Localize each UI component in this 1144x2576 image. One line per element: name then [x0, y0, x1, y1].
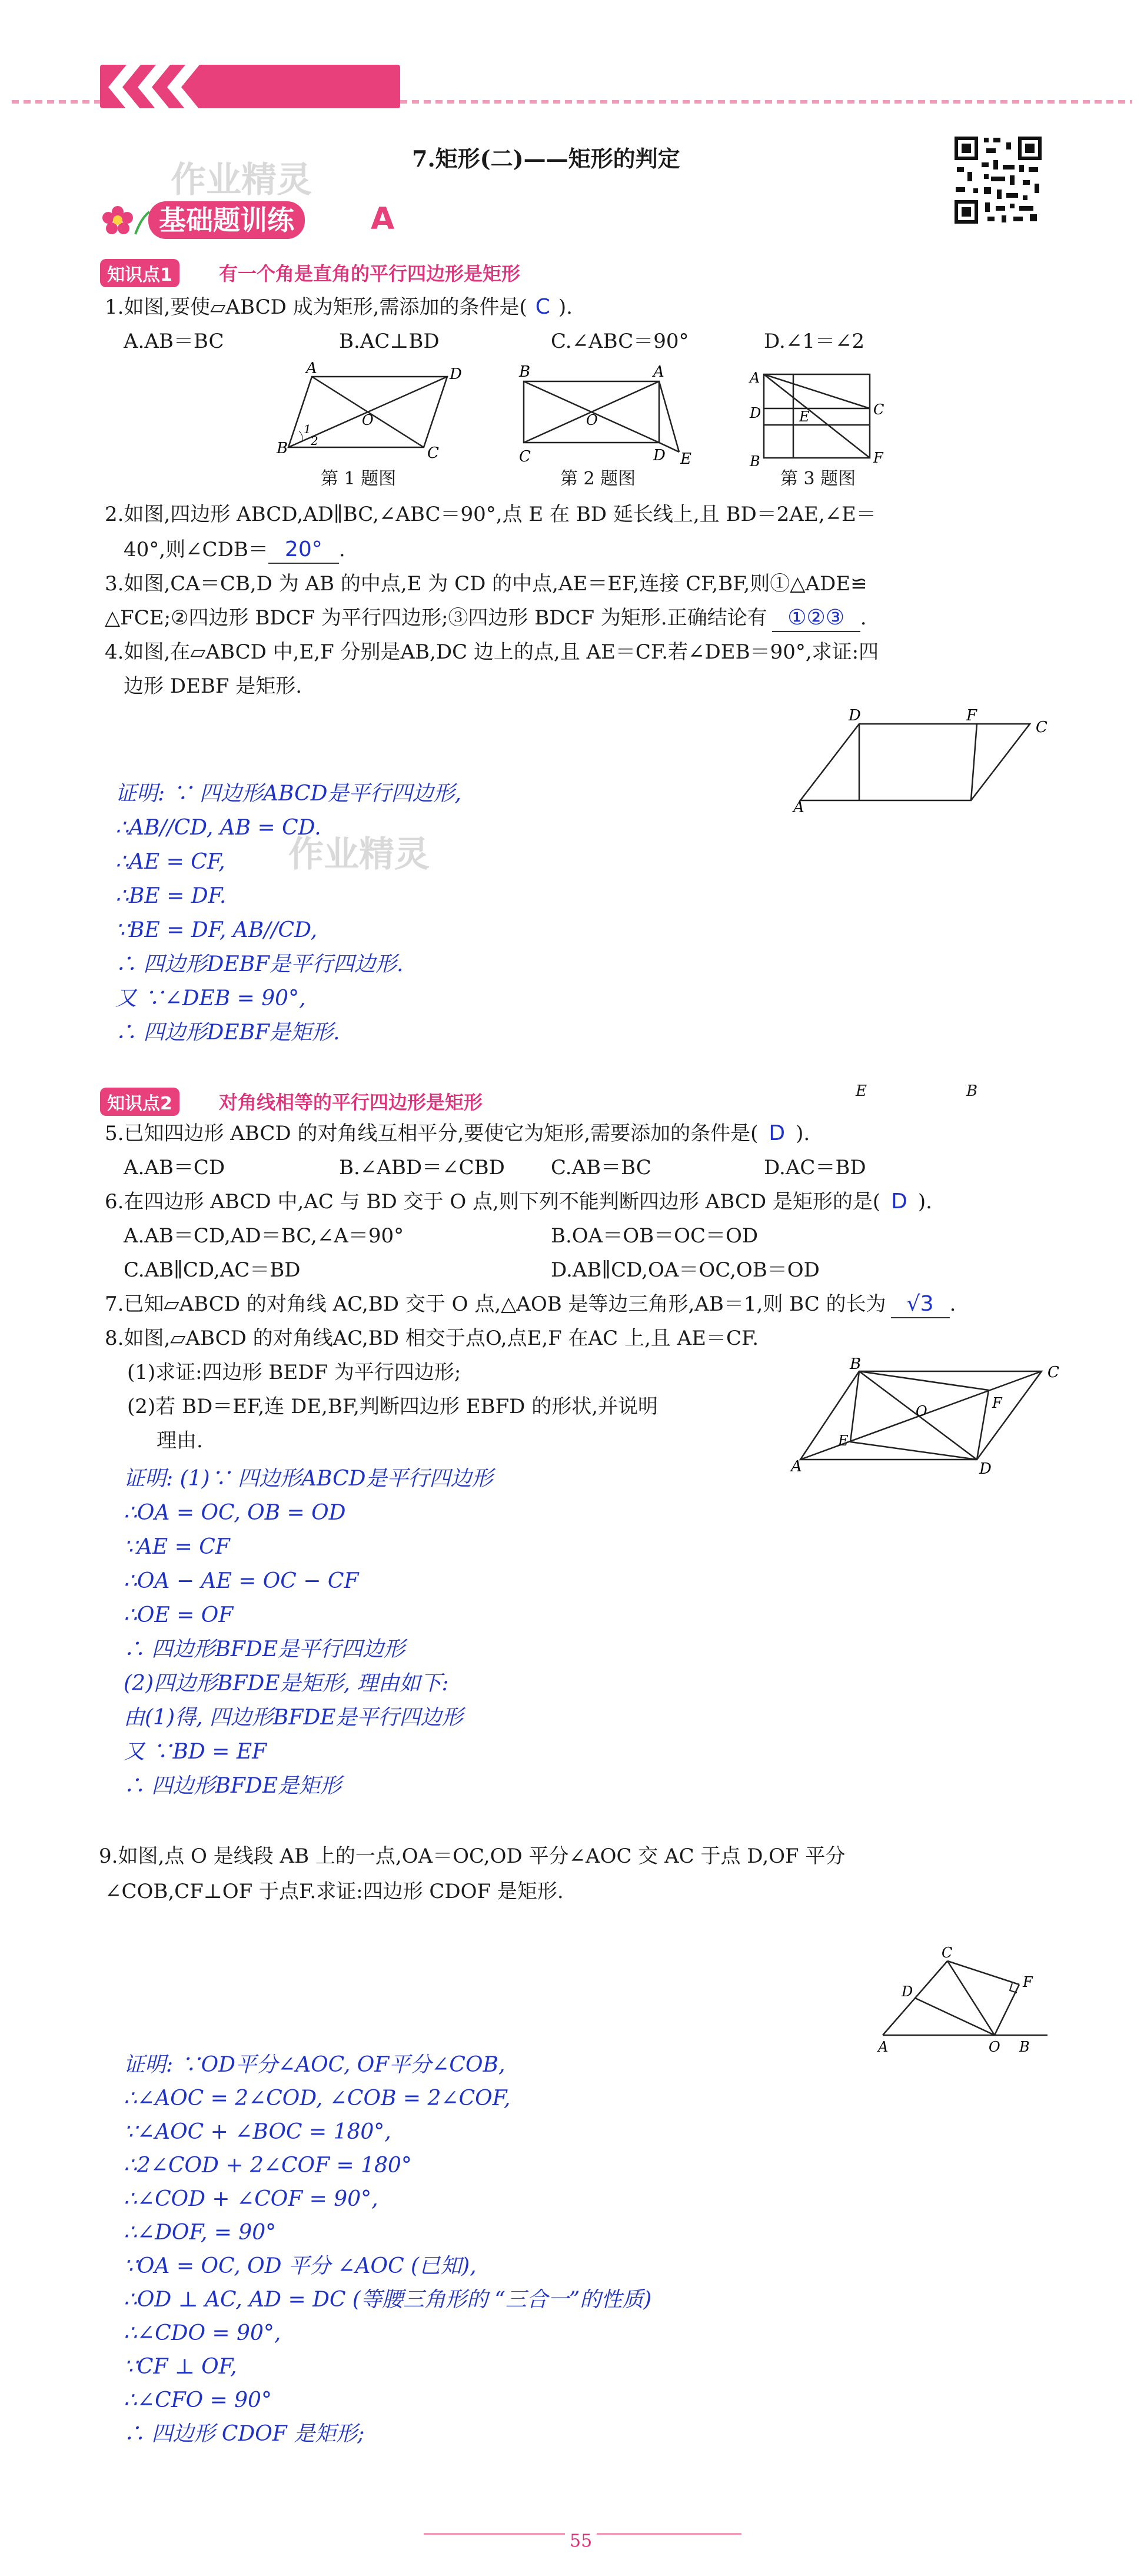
proof-line: ∴ 四边形DEBF是平行四边形. [115, 952, 404, 976]
vertex-label: C [427, 444, 439, 462]
vertex-label: F [992, 1395, 1002, 1411]
vertex-label: E [838, 1432, 849, 1449]
question-9: 9.如图,点 O 是线段 AB 上的一点,OA＝OC,OD 平分∠AOC 交 AC 于点 D,OF 平分 [99, 1844, 846, 1868]
option-c: C.∠ABC＝90° [551, 330, 689, 353]
vertex-label: A [793, 799, 804, 816]
proof-line: ∴ 四边形BFDE是矩形 [124, 1774, 342, 1798]
section-banner: 基础题训练 [148, 201, 305, 239]
figure-8 [791, 1355, 1065, 1478]
figure-caption: 第 2 题图 [560, 468, 636, 489]
option-b: B.AC⊥BD [339, 330, 440, 353]
vertex-label: F [873, 450, 883, 466]
figure-caption: 第 1 题图 [321, 468, 397, 489]
knowledge-point-badge: 知识点1 [100, 259, 179, 287]
vertex-label: F [1023, 1974, 1033, 1990]
vertex-label: A [653, 363, 664, 381]
vertex-label: A [878, 2039, 889, 2055]
vertex-label: B [1019, 2039, 1030, 2055]
option-d: D.∠1＝∠2 [764, 330, 865, 353]
option-a: A.AB＝CD [124, 1156, 225, 1179]
vertex-label: F [966, 707, 977, 724]
option-a: A.AB＝CD,AD＝BC,∠A＝90° [124, 1224, 404, 1248]
answer: ①②③ [772, 605, 860, 632]
vertex-label: C [1047, 1364, 1059, 1381]
figure-4 [794, 706, 1053, 818]
vertex-label: E [680, 450, 691, 468]
knowledge-point-text: 有一个角是直角的平行四边形是矩形 [219, 262, 521, 285]
option-d: D.AC＝BD [764, 1156, 866, 1179]
vertex-label: D [902, 1983, 913, 2000]
vertex-label: C [942, 1945, 953, 1961]
vertex-label: O [916, 1403, 927, 1420]
vertex-label: D [849, 707, 861, 724]
proof-4 [115, 777, 461, 1050]
proof-line: 又 ∵∠DEB = 90°, [115, 986, 306, 1011]
vertex-label: D [653, 447, 666, 464]
proof-line: 证明: (1)∵ 四边形ABCD是平行四边形 [124, 1467, 493, 1491]
vertex-label: A [750, 370, 760, 386]
angle-label: 1 [304, 422, 311, 436]
question-1: 1.如图,要使▱ABCD 成为矩形,需添加的条件是( C ). [105, 295, 573, 319]
flower-icon [100, 200, 153, 241]
proof-line: ∴∠CFO = 90° [124, 2388, 272, 2412]
angle-label: 2 [311, 434, 318, 448]
proof-line: ∴OA = OC, OB = OD [124, 1501, 346, 1525]
figure-9 [871, 1945, 1065, 2060]
proof-8 [124, 1462, 493, 1803]
proof-line: ∵BE = DF, AB//CD, [115, 918, 318, 942]
page-number: 55 [565, 2528, 597, 2554]
question-8-sub1: (1)求证:四边形 BEDF 为平行四边形; [127, 1361, 461, 1384]
question-9-line2: ∠COB,CF⊥OF 于点F.求证:四边形 CDOF 是矩形. [105, 1880, 564, 1903]
qr-code[interactable] [952, 134, 1044, 226]
question-6: 6.在四边形 ABCD 中,AC 与 BD 交于 O 点,则下列不能判断四边形 ABCD 是矩形的是( D ). [105, 1189, 932, 1214]
proof-line: ∴ 四边形 CDOF 是矩形; [124, 2422, 365, 2446]
question-8-sub2: (2)若 BD＝EF,连 DE,BF,判断四边形 EBFD 的形状,并说明 [127, 1395, 658, 1418]
proof-line: ∴OA − AE = OC − CF [124, 1569, 359, 1593]
figure-3 [746, 363, 899, 468]
proof-line: ∵OA = OC, OD 平分 ∠AOC (已知), [124, 2254, 477, 2278]
vertex-label: O [362, 412, 374, 428]
knowledge-point-text: 对角线相等的平行四边形是矩形 [219, 1091, 483, 1114]
vertex-label: B [519, 363, 531, 381]
proof-line: ∴2∠COD + 2∠COF = 180° [124, 2153, 412, 2178]
proof-line: 证明: ∵ 四边形ABCD是平行四边形, [115, 782, 461, 806]
proof-line: ∴AE = CF, [115, 850, 225, 874]
question-2-line2: 40°,则∠CDB＝ 20° . [124, 537, 345, 564]
proof-line: ∵∠AOC + ∠BOC = 180°, [124, 2120, 391, 2144]
vertex-label: C [1036, 719, 1047, 736]
proof-line: (2)四边形BFDE是矩形, 理由如下: [124, 1671, 449, 1696]
proof-line: ∵CF ⊥ OF, [124, 2355, 237, 2379]
stray-label: E [856, 1082, 867, 1100]
figure-2 [512, 364, 700, 470]
question-3-line2: △FCE;②四边形 BDCF 为平行四边形;③四边形 BDCF 为矩形.正确结论有 ①②③ . [105, 605, 867, 632]
answer: D [891, 1189, 907, 1214]
question-4-line2: 边形 DEBF 是矩形. [124, 674, 302, 698]
proof-line: ∴∠DOF, = 90° [124, 2221, 277, 2245]
figure-1 [277, 360, 465, 465]
stray-label: B [966, 1082, 978, 1100]
question-5: 5.已知四边形 ABCD 的对角线互相平分,要使它为矩形,需要添加的条件是( D ). [105, 1121, 810, 1145]
vertex-label: O [586, 412, 598, 428]
question-3: 3.如图,CA＝CB,D 为 AB 的中点,E 为 CD 的中点,AE＝EF,连接 CF,BF,则①△ADE≌ [105, 572, 867, 596]
vertex-label: B [277, 440, 288, 457]
vertex-label: C [519, 448, 531, 466]
proof-line: 又 ∵BD = EF [124, 1740, 267, 1764]
proof-line: ∴∠COD + ∠COF = 90°, [124, 2187, 378, 2211]
page-title: 7.矩形(二)——矩形的判定 [412, 145, 680, 172]
proof-line: ∴ 四边形BFDE是平行四边形 [124, 1637, 405, 1661]
vertex-label: A [306, 360, 317, 377]
question-7: 7.已知▱ABCD 的对角线 AC,BD 交于 O 点,△AOB 是等边三角形,AB＝1,则 BC 的长为 √3 . [105, 1291, 956, 1318]
question-8-sub2b: 理由. [157, 1429, 203, 1452]
option-d: D.AB∥CD,OA＝OC,OB＝OD [551, 1258, 820, 1282]
answer: √3 [891, 1291, 950, 1318]
section-level: A [371, 201, 395, 237]
proof-line: ∴BE = DF. [115, 884, 227, 908]
answer: C [535, 295, 550, 319]
question-4: 4.如图,在▱ABCD 中,E,F 分别是AB,DC 边上的点,且 AE＝CF.若∠DEB＝90°,求证:四 [105, 640, 879, 664]
answer: 20° [268, 537, 339, 564]
vertex-label: B [850, 1355, 862, 1373]
figure-caption: 第 3 题图 [780, 468, 856, 489]
knowledge-point-badge: 知识点2 [100, 1088, 179, 1116]
vertex-label: B [750, 453, 760, 470]
vertex-label: E [799, 408, 810, 425]
proof-line: ∵AE = CF [124, 1535, 230, 1559]
question-stem: 1.如图,要使▱ABCD 成为矩形,需添加的条件是( [105, 295, 527, 319]
proof-line: ∴OE = OF [124, 1603, 234, 1627]
watermark: 作业精灵 [171, 159, 312, 201]
proof-line: ∴OD ⊥ AC, AD = DC (等腰三角形的 “三合一”的性质) [124, 2288, 652, 2312]
proof-line: ∴ 四边形DEBF是矩形. [115, 1021, 340, 1045]
vertex-label: O [989, 2039, 1000, 2055]
question-2: 2.如图,四边形 ABCD,AD∥BC,∠ABC＝90°,点 E 在 BD 延长线上,且 BD＝2AE,∠E＝ [105, 503, 876, 526]
option-b: B.∠ABD＝∠CBD [339, 1156, 505, 1179]
proof-9 [124, 2048, 651, 2451]
vertex-label: A [791, 1458, 802, 1475]
vertex-label: C [873, 401, 884, 418]
proof-line: 由(1)得, 四边形BFDE是平行四边形 [124, 1706, 463, 1730]
proof-line: ∴∠AOC = 2∠COD, ∠COB = 2∠COF, [124, 2086, 511, 2110]
question-8: 8.如图,▱ABCD 的对角线AC,BD 相交于点O,点E,F 在AC 上,且 AE＝CF. [105, 1327, 759, 1350]
vertex-label: D [450, 365, 462, 383]
option-c: C.AB＝BC [551, 1156, 651, 1179]
chevron-icon [94, 59, 212, 115]
watermark: 作业精灵 [288, 834, 430, 875]
proof-line: ∴∠CDO = 90°, [124, 2321, 281, 2345]
answer: D [769, 1121, 786, 1145]
vertex-label: D [979, 1460, 992, 1478]
option-a: A.AB＝BC [124, 330, 224, 353]
proof-line: 证明: ∵OD平分∠AOC, OF平分∠COB, [124, 2053, 506, 2077]
vertex-label: D [750, 405, 761, 421]
option-b: B.OA＝OB＝OC＝OD [551, 1224, 759, 1248]
option-c: C.AB∥CD,AC＝BD [124, 1258, 301, 1282]
proof-line: ∴AB//CD, AB = CD. [115, 816, 321, 840]
